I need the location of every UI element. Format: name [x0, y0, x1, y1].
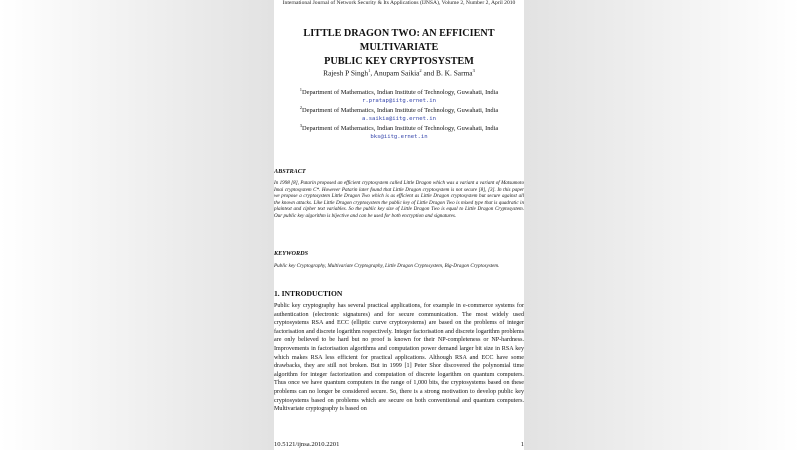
- affiliation-sup: 2: [299, 105, 303, 110]
- email-link[interactable]: bks@iitg.ernet.in: [370, 134, 428, 141]
- affiliation-1: [274, 86, 524, 105]
- affiliation-text: Department of Mathematics, Indian Institute of Technology, Guwahati, India: [302, 125, 499, 133]
- paper-title: [274, 27, 524, 69]
- right-background: [524, 0, 800, 450]
- left-background: [0, 0, 274, 450]
- author-name: Anupam Saikia: [373, 68, 420, 78]
- affiliation-text: Department of Mathematics, Indian Institute of Technology, Guwahati, India: [302, 89, 499, 97]
- email-link[interactable]: a.saikia@iitg.ernet.in: [361, 116, 437, 123]
- title-line-2: PUBLIC KEY CRYPTOSYSTEM: [324, 56, 474, 67]
- affiliation-text: Department of Mathematics, Indian Institute of Technology, Guwahati, India: [302, 107, 499, 115]
- author-sup: 2: [419, 68, 422, 73]
- footer-doi: 10.5121/ijnsa.2010.2201: [274, 441, 340, 448]
- abstract-text: In 1998 [8], Patarin proposed an efficient cryptosystem called Little Dragon which was a variant a variant of Matsumoto Imai cryptosystem C*. However Patarin later found that Little Dragon cryptosystem is not secure [8], [3]. In this paper we propose a cryptosystem Little Dragon Two which is as efficient as Little Dragon cryptosystem but secure against all the known attacks. Like Little Dragon cryptosystem the public key of Little Dragon Two is mixed type that is quadratic in plaintext and cipher text variables. So the public key size of Little Dragon Two is equal to Little Dragon Cryptosystem. Our public key algorithm is bijective and can be used for both encryption and signatures.: [274, 180, 524, 219]
- author-list: Rajesh P Singh$^1$, Anupam Saikia$^2$ and B. K. Sarma$^3$: [323, 68, 475, 78]
- author-sup: 3: [472, 68, 475, 73]
- email-link[interactable]: r.pratap@iitg.ernet.in: [361, 98, 437, 105]
- paper-page: [274, 0, 524, 450]
- affiliation-sup: 1: [299, 87, 303, 92]
- abstract-heading: ABSTRACT: [274, 168, 306, 175]
- journal-header: International Journal of Network Security & Its Applications (IJNSA), Volume 2, Number 2, April 2010: [282, 0, 516, 6]
- page-number: 1: [520, 441, 524, 448]
- title-line-1: LITTLE DRAGON TWO: AN EFFICIENT MULTIVARIATE: [303, 28, 495, 53]
- author-sup: 1: [368, 68, 371, 73]
- affiliation-sup: 3: [299, 123, 303, 128]
- keywords-heading: KEYWORDS: [274, 250, 309, 257]
- author-name: B. K. Sarma: [436, 68, 473, 78]
- introduction-heading: 1. INTRODUCTION: [274, 289, 343, 298]
- affiliation-2: [274, 104, 524, 123]
- affiliation-3: [274, 122, 524, 141]
- author-name: Rajesh P Singh: [323, 68, 369, 78]
- keywords-text: Public key Cryptography, Multivariate Cryptography, Little Dragon Cryptosystem, Big-Dragon Cryptosystem.: [274, 263, 500, 269]
- introduction-text: Public key cryptography has several practical applications, for example in e-commerce systems for authentication (electronic signatures) and for secure communication. The most widely used cryptosystems RSA and ECC (elliptic curve cryptosystems) are based on the problems of integer factorisation and discrete logarithm respectively. Integer factorisation and discrete logarithm problems are only believed to be hard but no proof is known for their NP-completeness or NP-hardness. Improvements in factorisation algorithms and computation power demand larger bit size in RSA key which makes RSA less efficient for practical applications. Although RSA and ECC have some drawbacks, they are still not broken. But in 1999 [1] Peter Shor discovered the polynomial time algorithm for integer factorization and computation of discrete logarithm on quantum computers. Thus once we have quantum computers in the range of 1,000 bits, the cryptosystems based on these problems can no longer be considered secure. So, there is a strong motivation to develop public key cryptosystems based on problems which are secure on both conventional and quantum computers. Multivariate cryptography is based on: [274, 303, 524, 413]
